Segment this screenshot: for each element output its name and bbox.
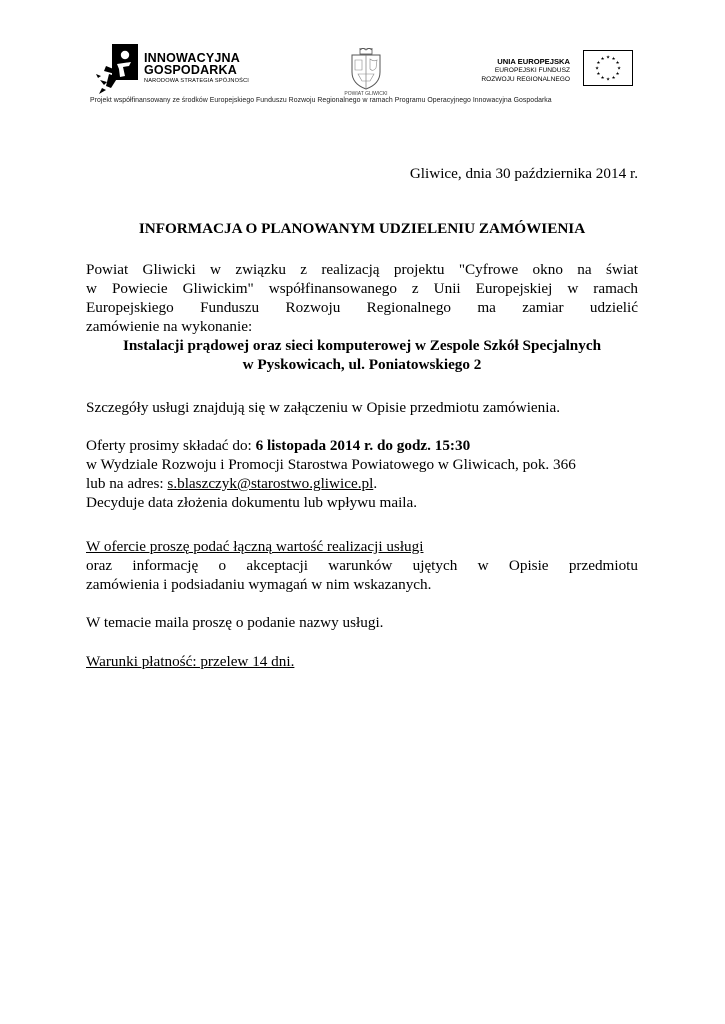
offer-value-paragraph — [86, 537, 638, 594]
document-title: INFORMACJA O PLANOWANYM UDZIELENIU ZAMÓWIENIA — [138, 220, 586, 237]
eu-star-icon: ★ — [596, 72, 601, 78]
ue-line-2: EUROPEJSKI FUNDUSZ — [494, 67, 570, 74]
coat-of-arms-icon — [346, 48, 386, 90]
mail-subject-paragraph: W temacie maila proszę o podanie nazwy usługi. — [86, 614, 384, 631]
project-funding-note: Projekt współfinansowany ze środków Europejskiego Funduszu Rozwoju Regionalnego w ramach Programu Operacyjnego Innowacyjna Gospodarka — [90, 97, 552, 104]
intro-line: Europejskiego Funduszu Rozwoju Regionalnego ma zamiar udzielić — [86, 299, 638, 316]
payment-terms: Warunki płatność: przelew 14 dni. — [86, 653, 295, 670]
offer-value-line: W ofercie proszę podać łączną wartość realizacji usługi — [86, 538, 424, 555]
eu-star-icon: ★ — [611, 76, 616, 82]
decides-line: Decyduje data złożenia dokumentu lub wpływu maila. — [86, 494, 418, 511]
eu-star-icon: ★ — [600, 76, 605, 82]
unia-europejska-text — [456, 57, 570, 84]
eu-star-icon: ★ — [615, 61, 620, 67]
acceptance-line: zamówienia i podsiadaniu wymagań w nim wskazanych. — [86, 576, 432, 593]
innovation-figure-icon — [96, 44, 138, 94]
crest-label: POWIAT GLIWICKI — [344, 91, 388, 97]
eu-star-icon: ★ — [616, 66, 622, 72]
ue-line-3: ROZWOJU REGIONALNEGO — [481, 76, 570, 83]
eu-star-icon: ★ — [611, 57, 616, 63]
innowacyjna-gospodarka-text — [144, 52, 249, 86]
eu-star-icon: ★ — [605, 55, 611, 61]
subject-line-2: w Pyskowicach, ul. Poniatowskiego 2 — [242, 356, 482, 373]
logo-line-1: INNOWACYJNA — [144, 51, 240, 65]
intro-line: zamówienie na wykonanie: — [86, 318, 253, 335]
eu-stars-circle — [584, 51, 632, 85]
eu-star-icon: ★ — [594, 66, 600, 72]
eu-star-icon: ★ — [596, 61, 601, 67]
logo-line-2: GOSPODARKA — [144, 63, 237, 77]
powiat-crest — [346, 48, 386, 104]
intro-paragraph — [86, 260, 638, 374]
email-link[interactable]: s.blaszczyk@starostwo.gliwice.pl — [167, 475, 374, 492]
offers-deadline-line — [86, 436, 638, 455]
offers-paragraph — [86, 436, 638, 512]
acceptance-line: oraz informację o akceptacji warunków ujętych w Opisie przedmiotu — [86, 557, 638, 574]
document-date: Gliwice, dnia 30 października 2014 r. — [409, 165, 638, 182]
document-header — [0, 0, 725, 120]
offers-place: w Wydziale Rozwoju i Promocji Starostwa Powiatowego w Gliwicach, pok. 366 — [86, 456, 576, 473]
email-suffix: . — [373, 475, 378, 492]
eu-flag-icon — [583, 50, 633, 86]
innowacyjna-gospodarka-logo — [96, 44, 266, 96]
email-line — [86, 474, 638, 493]
offers-deadline: 6 listopada 2014 r. do godz. 15:30 — [255, 437, 471, 454]
details-paragraph: Szczegóły usługi znajdują się w załączeniu w Opisie przedmiotu zamówienia. — [86, 399, 561, 416]
email-prefix: lub na adres: — [86, 475, 168, 492]
intro-line: Powiat Gliwicki w związku z realizacją projektu "Cyfrowe okno na świat — [86, 261, 638, 278]
eu-star-icon: ★ — [605, 77, 611, 83]
eu-star-icon: ★ — [615, 72, 620, 78]
subject-line-1: Instalacji prądowej oraz sieci komputerowej w Zespole Szkół Specjalnych — [122, 337, 602, 354]
logo-line-3: NARODOWA STRATEGIA SPÓJNOŚCI — [144, 78, 250, 84]
intro-line: w Powiecie Gliwickim" współfinansowanego z Unii Europejskiej w ramach — [86, 280, 638, 297]
ue-line-1: UNIA EUROPEJSKA — [497, 57, 570, 66]
eu-star-icon: ★ — [600, 57, 605, 63]
offers-prefix: Oferty prosimy składać do: — [86, 437, 256, 454]
